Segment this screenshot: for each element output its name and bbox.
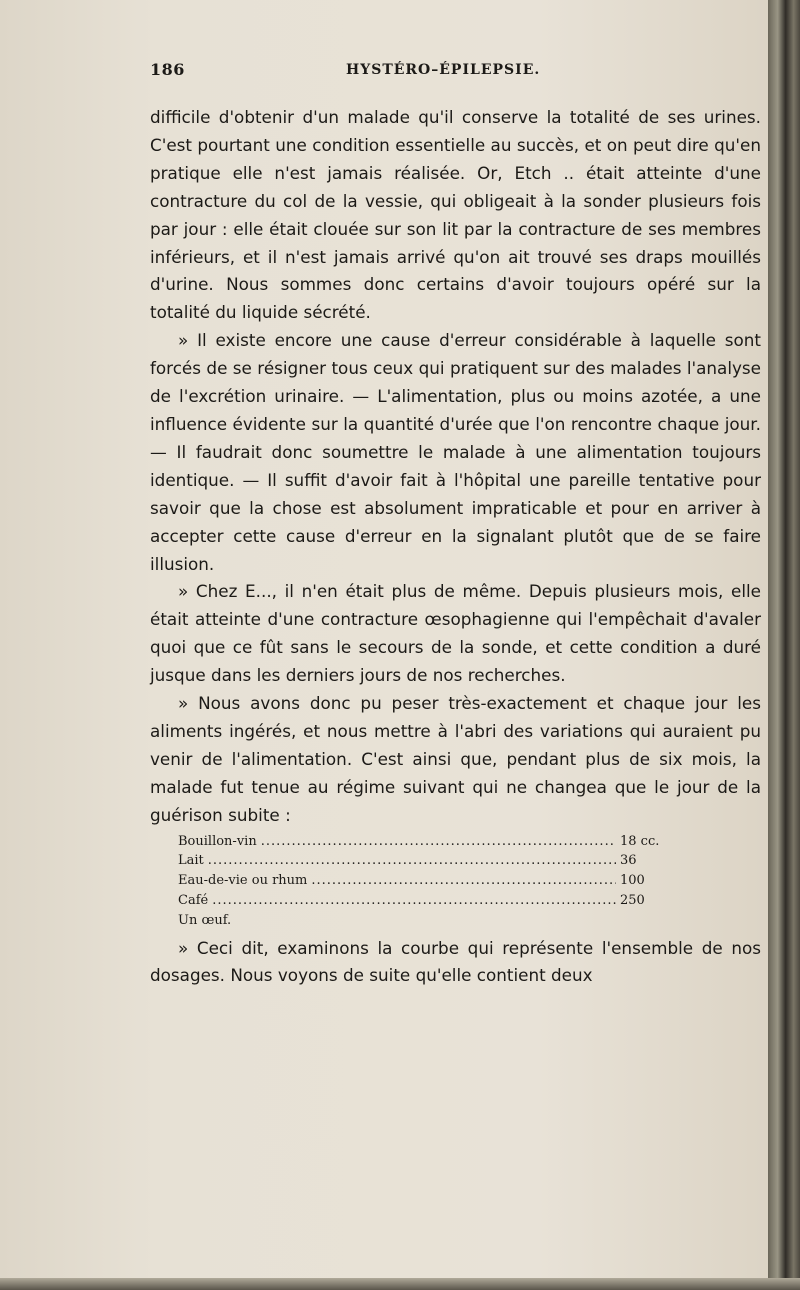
paragraph-5: » Ceci dit, examinons la courbe qui représente l'ensemble de nos dosages. Nous voyons de suite qu'elle contient deux [150, 937, 761, 986]
paragraph-4: » Nous avons donc pu peser très-exactement et chaque jour les aliments ingérés, et nous mettre à l'abri des variations qui auraient pu venir de l'alimentation. C'est ainsi que, pendant plus de six mois, la malade fut tenue au régime suivant qui ne changea que le jour de la guérison subite : [150, 693, 761, 825]
dot-leader [212, 891, 616, 911]
dot-leader [261, 832, 616, 852]
page-number: 186 [150, 60, 185, 79]
page-bottom-edge [0, 1278, 800, 1290]
diet-item-quantity: 18 cc. [620, 833, 660, 849]
paragraph-3: » Chez E..., il n'en était plus de même. Depuis plusieurs mois, elle était atteinte d'une contracture œsophagienne qui l'empêchait d'avaler quoi que ce fût sans le secours de la sonde, et cette condition a duré jusque dans les derniers jours de nos recherches. [150, 581, 761, 686]
diet-item-quantity: 250 [620, 892, 645, 908]
diet-row [178, 911, 660, 931]
diet-row [178, 891, 660, 911]
dot-leader [311, 871, 616, 891]
diet-item-quantity: 100 [620, 873, 645, 889]
diet-item-name: Un œuf. [178, 912, 232, 928]
diet-item-quantity: 36 [620, 853, 637, 869]
running-title: HYSTÉRO–ÉPILEPSIE. [346, 62, 541, 78]
diet-row [178, 871, 660, 891]
diet-row [178, 851, 660, 871]
paragraph-2: » Il existe encore une cause d'erreur considérable à laquelle sont forcés de se résigner tous ceux qui pratiquent sur des malades l'analyse de l'excrétion urinaire. — L'alimentation, plus ou moins azotée, a une influence évidente sur la quantité d'urée que l'on rencontre chaque jour. — Il faudrait donc soumettre le malade à une alimentation toujours identique. — Il suffit d'avoir fait à l'hôpital une pareille tentative pour savoir que la chose est absolument impraticable et pour en arriver à accepter cette cause d'erreur en la signalant plutôt que de se faire illusion. [150, 330, 761, 574]
book-gutter [768, 0, 800, 1290]
diet-item-name: Café [178, 892, 209, 908]
diet-row [178, 832, 660, 852]
dot-leader [208, 851, 616, 871]
diet-item-name: Bouillon-vin [178, 833, 257, 849]
paragraph-1: difficile d'obtenir d'un malade qu'il conserve la totalité de ses urines. C'est pourtant une condition essentielle au succès, et on peut dire qu'en pratique elle n'est jamais réalisée. Or, Etch .. était atteinte d'une contracture du col de la vessie, qui obligeait à la sonder plusieurs fois par jour : elle était clouée sur son lit par la contracture de ses membres inférieurs, et il n'est jamais arrivé qu'on ait trouvé ses draps mouillés d'urine. Nous sommes donc certains d'avoir toujours opéré sur la totalité du liquide sécrété. [150, 107, 761, 323]
diet-item-name: Eau-de-vie ou rhum [178, 873, 308, 889]
diet-item-name: Lait [178, 853, 204, 869]
body-text [150, 104, 761, 990]
diet-list [178, 832, 660, 931]
